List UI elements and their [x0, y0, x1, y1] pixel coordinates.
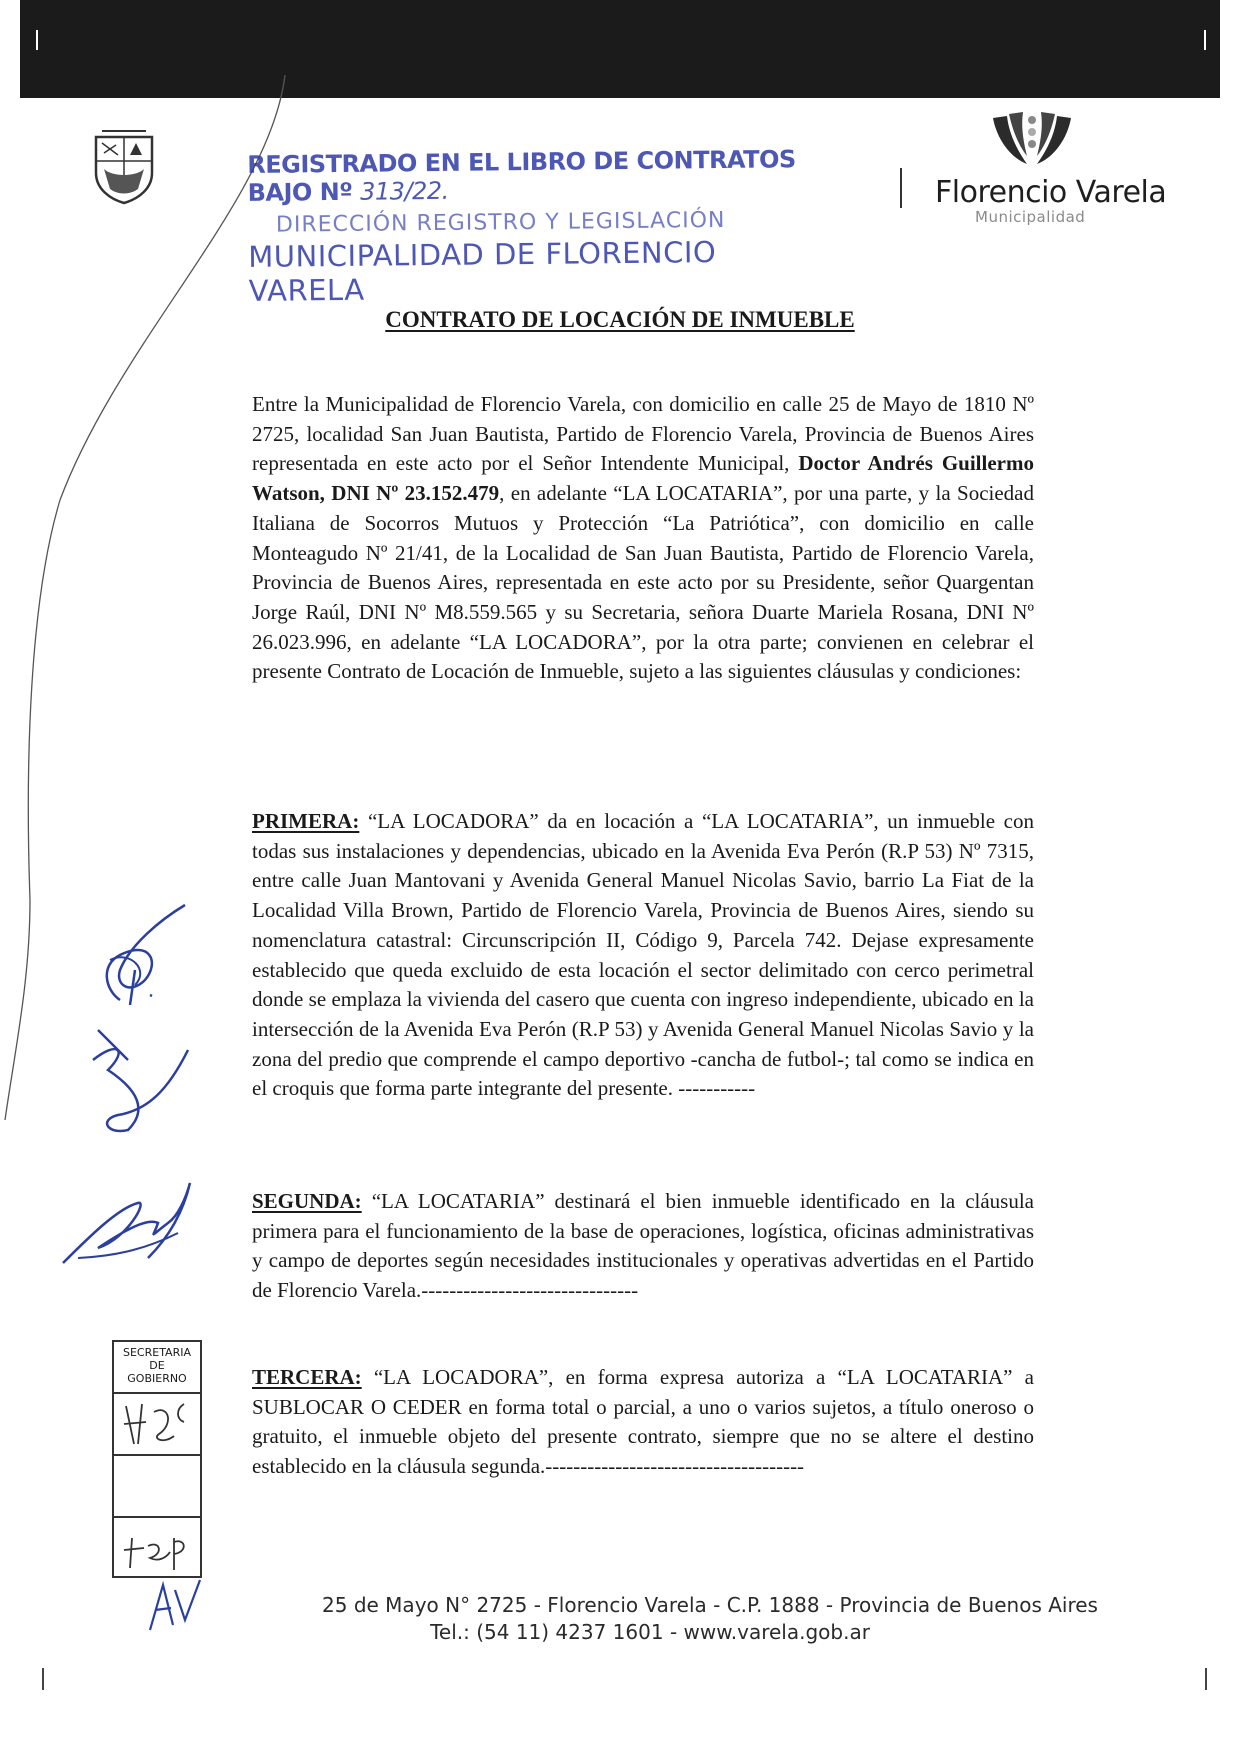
clause-title: TERCERA:	[252, 1365, 362, 1389]
gov-box-label-1: SECRETARIA	[122, 1346, 191, 1359]
clause-text: “LA LOCADORA”, en forma expresa autoriza a “LA LOCATARIA” a SUBLOCAR O CEDER en forma total o parcial, a uno o varios sujetos, a título oneroso o gratuito, el inmueble objeto del presente contrato, siempre que no se altere el destino establecido en la cláusula segunda.-------------------------------------	[252, 1365, 1034, 1479]
florencio-varela-logo-icon	[987, 110, 1077, 170]
secretaria-gobierno-box	[112, 1340, 202, 1578]
signature-2	[88, 1020, 198, 1145]
gov-box-cell	[114, 1394, 200, 1456]
scan-mark-right	[1205, 1668, 1207, 1690]
clause-title: SEGUNDA:	[252, 1189, 362, 1213]
municipal-crest-icon	[88, 125, 160, 205]
clause-tercera	[252, 1363, 1034, 1482]
stamp-direction-text: DIRECCIÓN REGISTRO Y LEGISLACIÓN	[275, 207, 726, 238]
clause-segunda	[252, 1187, 1034, 1306]
clause-primera	[252, 807, 1034, 1104]
gov-initials-1	[114, 1394, 200, 1454]
document-title: CONTRATO DE LOCACIÓN DE INMUEBLE	[385, 307, 855, 332]
clause-text: “LA LOCADORA” da en locación a “LA LOCATARIA”, un inmueble con todas sus instalaciones y dependencias, ubicado en la Avenida Eva Perón (R.P 53) Nº 7315, entre calle Juan Mantovani y Avenida General Manuel Nicolas Savio, barrio La Fiat de la Localidad Villa Brown, Partido de Florencio Varela, Provincia de Buenos Aires, siendo su nomenclatura catastral: Circunscripción II, Código 9, Parcela 742. Dejase expresamente establecido que queda excluido de esta locación el sector delimitado con cerco perimetral donde se emplaza la vivienda del casero que cuenta con ingreso independiente, ubicado en la intersección de la Avenida Eva Perón (R.P 53) y Avenida General Manuel Nicolas Savio y la zona del predio que comprende el campo deportivo -cancha de futbol-; tal como se indica en el croquis que forma parte integrante del presente. -----------	[252, 809, 1034, 1101]
logo-subtitle: Municipalidad	[975, 208, 1086, 226]
clause-title: PRIMERA:	[252, 809, 360, 833]
clause-text: “LA LOCATARIA” destinará el bien inmueble identificado en la cláusula primera para el funcionamiento de la base de operaciones, logística, oficinas administrativas y campo de deportes según necesidades institucionales y operativas advertidas en el Partido de Florencio Varela.-------------------------------	[252, 1189, 1034, 1303]
intro-text-1: Entre la Municipalidad de Florencio Varela, con domicilio en calle 25 de Mayo de 1810 Nº 2725, localidad San Juan Bautista, Partido de Florencio Varela, Provincia de Buenos Aires representada en este acto por el Señor Intendente Municipal,	[252, 392, 1034, 476]
gov-initials-2	[114, 1518, 200, 1578]
scan-mark-left	[42, 1668, 44, 1690]
registration-stamp	[247, 145, 809, 308]
gov-box-cell	[114, 1518, 200, 1578]
intro-paragraph	[252, 390, 1034, 687]
gov-box-cell	[114, 1456, 200, 1518]
logo-divider	[900, 168, 902, 208]
footer-contact: Tel.: (54 11) 4237 1601 - www.varela.gob.ar	[430, 1620, 870, 1644]
gov-box-header	[114, 1342, 200, 1394]
gov-box-label-3: GOBIERNO	[127, 1372, 187, 1385]
intro-signatory: Doctor Andrés Guillermo Watson, DNI Nº 23.152.479	[252, 451, 1034, 506]
stamp-registry-number: 313/22.	[360, 176, 449, 206]
stamp-municipality-text: MUNICIPALIDAD DE FLORENCIO VARELA	[248, 235, 717, 308]
stamp-registry-text: REGISTRADO EN EL LIBRO DE CONTRATOS BAJO Nº	[247, 145, 796, 207]
footer-address: 25 de Mayo N° 2725 - Florencio Varela - C.P. 1888 - Provincia de Buenos Aires	[322, 1593, 1098, 1617]
signature-1	[90, 900, 200, 1015]
gov-box-label-2: DE	[149, 1359, 165, 1372]
logo-name: Florencio Varela	[935, 175, 1167, 210]
intro-text-2: , en adelante “LA LOCATARIA”, por una parte, y la Sociedad Italiana de Socorros Mutuos y Protección “La Patriótica”, con domicilio en calle Monteagudo Nº 21/41, de la Localidad de San Juan Bautista, Partido de Florencio Varela, Provincia de Buenos Aires, representada en este acto por su Presidente, señor Quargentan Jorge Raúl, DNI Nº M8.559.565 y su Secretaria, señora Duarte Mariela Rosana, DNI Nº 26.023.996, en adelante “LA LOCADORA”, por la otra parte; convienen en celebrar el presente Contrato de Locación de Inmueble, sujeto a las siguientes cláusulas y condiciones:	[252, 481, 1034, 684]
signature-3	[58, 1178, 198, 1273]
